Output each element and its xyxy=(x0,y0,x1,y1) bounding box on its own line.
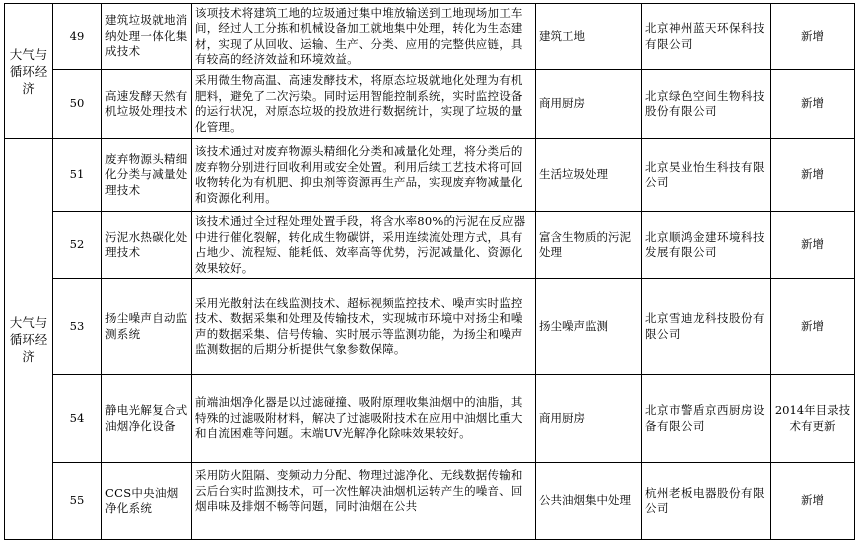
tech-name: 扬尘噪声自动监测系统 xyxy=(102,279,192,375)
remark: 2014年目录技术有更新 xyxy=(771,375,855,463)
tech-description: 该项技术将建筑工地的垃圾通过集中堆放输送到工地现场加工车间，经过人工分拣和机械设备加工就地集中处理，转化为生态建材，实现了从回收、运输、生产、分类、应用的完整供应链，具有较高的经济效益和环境效益。 xyxy=(192,4,536,70)
company-name: 北京昊业怡生科技有限公司 xyxy=(642,139,771,212)
table-row xyxy=(5,4,855,70)
category-cell: 大气与循环经济 xyxy=(5,139,53,540)
remark: 新增 xyxy=(771,212,855,279)
application-scope: 扬尘噪声监测 xyxy=(536,279,642,375)
remark: 新增 xyxy=(771,279,855,375)
company-name: 北京雪迪龙科技股份有限公司 xyxy=(642,279,771,375)
company-name: 杭州老板电器股份有限公司 xyxy=(642,463,771,540)
remark: 新增 xyxy=(771,4,855,70)
tech-name: 高速发酵天然有机垃圾处理技术 xyxy=(102,70,192,139)
tech-table xyxy=(4,3,855,540)
tech-description: 该技术通过全过程处理处置手段，将含水率80%的污泥在反应器中进行催化裂解，转化成生物碳饼，采用连续流处理方式，具有占地少、流程短、能耗低、效率高等优势，污泥减量化、资源化效果较好。 xyxy=(192,212,536,279)
tech-description: 采用微生物高温、高速发酵技术，将原态垃圾就地化处理为有机肥料，避免了二次污染。同时运用智能控制系统，实时监控设备的运行状况，对原态垃圾的投放进行数据统计，实现了垃圾的量化管理。 xyxy=(192,70,536,139)
row-number: 53 xyxy=(53,279,102,375)
row-number: 49 xyxy=(53,4,102,70)
company-name: 北京绿色空间生物科技股份有限公司 xyxy=(642,70,771,139)
category-cell: 大气与循环经济 xyxy=(5,4,53,139)
tech-name: 废弃物源头精细化分类与减量处理技术 xyxy=(102,139,192,212)
table-row xyxy=(5,375,855,463)
tech-name: CCS中央油烟净化系统 xyxy=(102,463,192,540)
table-row xyxy=(5,279,855,375)
tech-description: 采用光散射法在线监测技术、超标视频监控技术、噪声实时监控技术、数据采集和处理及传输技术，实现城市环境中对扬尘和噪声的数据采集、信号传输、实时展示等监测功能，为扬尘和噪声监测数据的后期分析提供气象参数保障。 xyxy=(192,279,536,375)
table-row xyxy=(5,463,855,540)
application-scope: 商用厨房 xyxy=(536,70,642,139)
table-row xyxy=(5,139,855,212)
row-number: 52 xyxy=(53,212,102,279)
company-name: 北京市警盾京西厨房设备有限公司 xyxy=(642,375,771,463)
remark: 新增 xyxy=(771,463,855,540)
application-scope: 建筑工地 xyxy=(536,4,642,70)
table-row xyxy=(5,70,855,139)
tech-description: 采用防火阻隔、变频动力分配、物理过滤净化、无线数据传输和云后台实时监测技术，可一次性解决油烟机运转产生的噪音、回烟串味及排烟不畅等问题，同时油烟在公共 xyxy=(192,463,536,540)
company-name: 北京顺鸿金建环境科技发展有限公司 xyxy=(642,212,771,279)
remark: 新增 xyxy=(771,139,855,212)
company-name: 北京神州蓝天环保科技有限公司 xyxy=(642,4,771,70)
row-number: 55 xyxy=(53,463,102,540)
tech-name: 静电光解复合式油烟净化设备 xyxy=(102,375,192,463)
row-number: 50 xyxy=(53,70,102,139)
tech-description: 前端油烟净化器是以过滤碰撞、吸附原理收集油烟中的油脂，其特殊的过滤吸附材料，解决了过滤吸附技术在应用中油烟比重大和自流困难等问题。末端UV光解净化除味效果较好。 xyxy=(192,375,536,463)
row-number: 54 xyxy=(53,375,102,463)
remark: 新增 xyxy=(771,70,855,139)
application-scope: 公共油烟集中处理 xyxy=(536,463,642,540)
tech-name: 建筑垃圾就地消纳处理一体化集成技术 xyxy=(102,4,192,70)
application-scope: 商用厨房 xyxy=(536,375,642,463)
row-number: 51 xyxy=(53,139,102,212)
tech-description: 该技术通过对废弃物源头精细化分类和减量化处理，将分类后的废弃物分别进行回收利用或安全处置。利用后续工艺技术将可回收物转化为有机肥、抑虫剂等资源再生产品，实现废弃物减量化和资源化利用。 xyxy=(192,139,536,212)
table-row xyxy=(5,212,855,279)
tech-name: 污泥水热碳化处理技术 xyxy=(102,212,192,279)
application-scope: 生活垃圾处理 xyxy=(536,139,642,212)
application-scope: 富含生物质的污泥处理 xyxy=(536,212,642,279)
